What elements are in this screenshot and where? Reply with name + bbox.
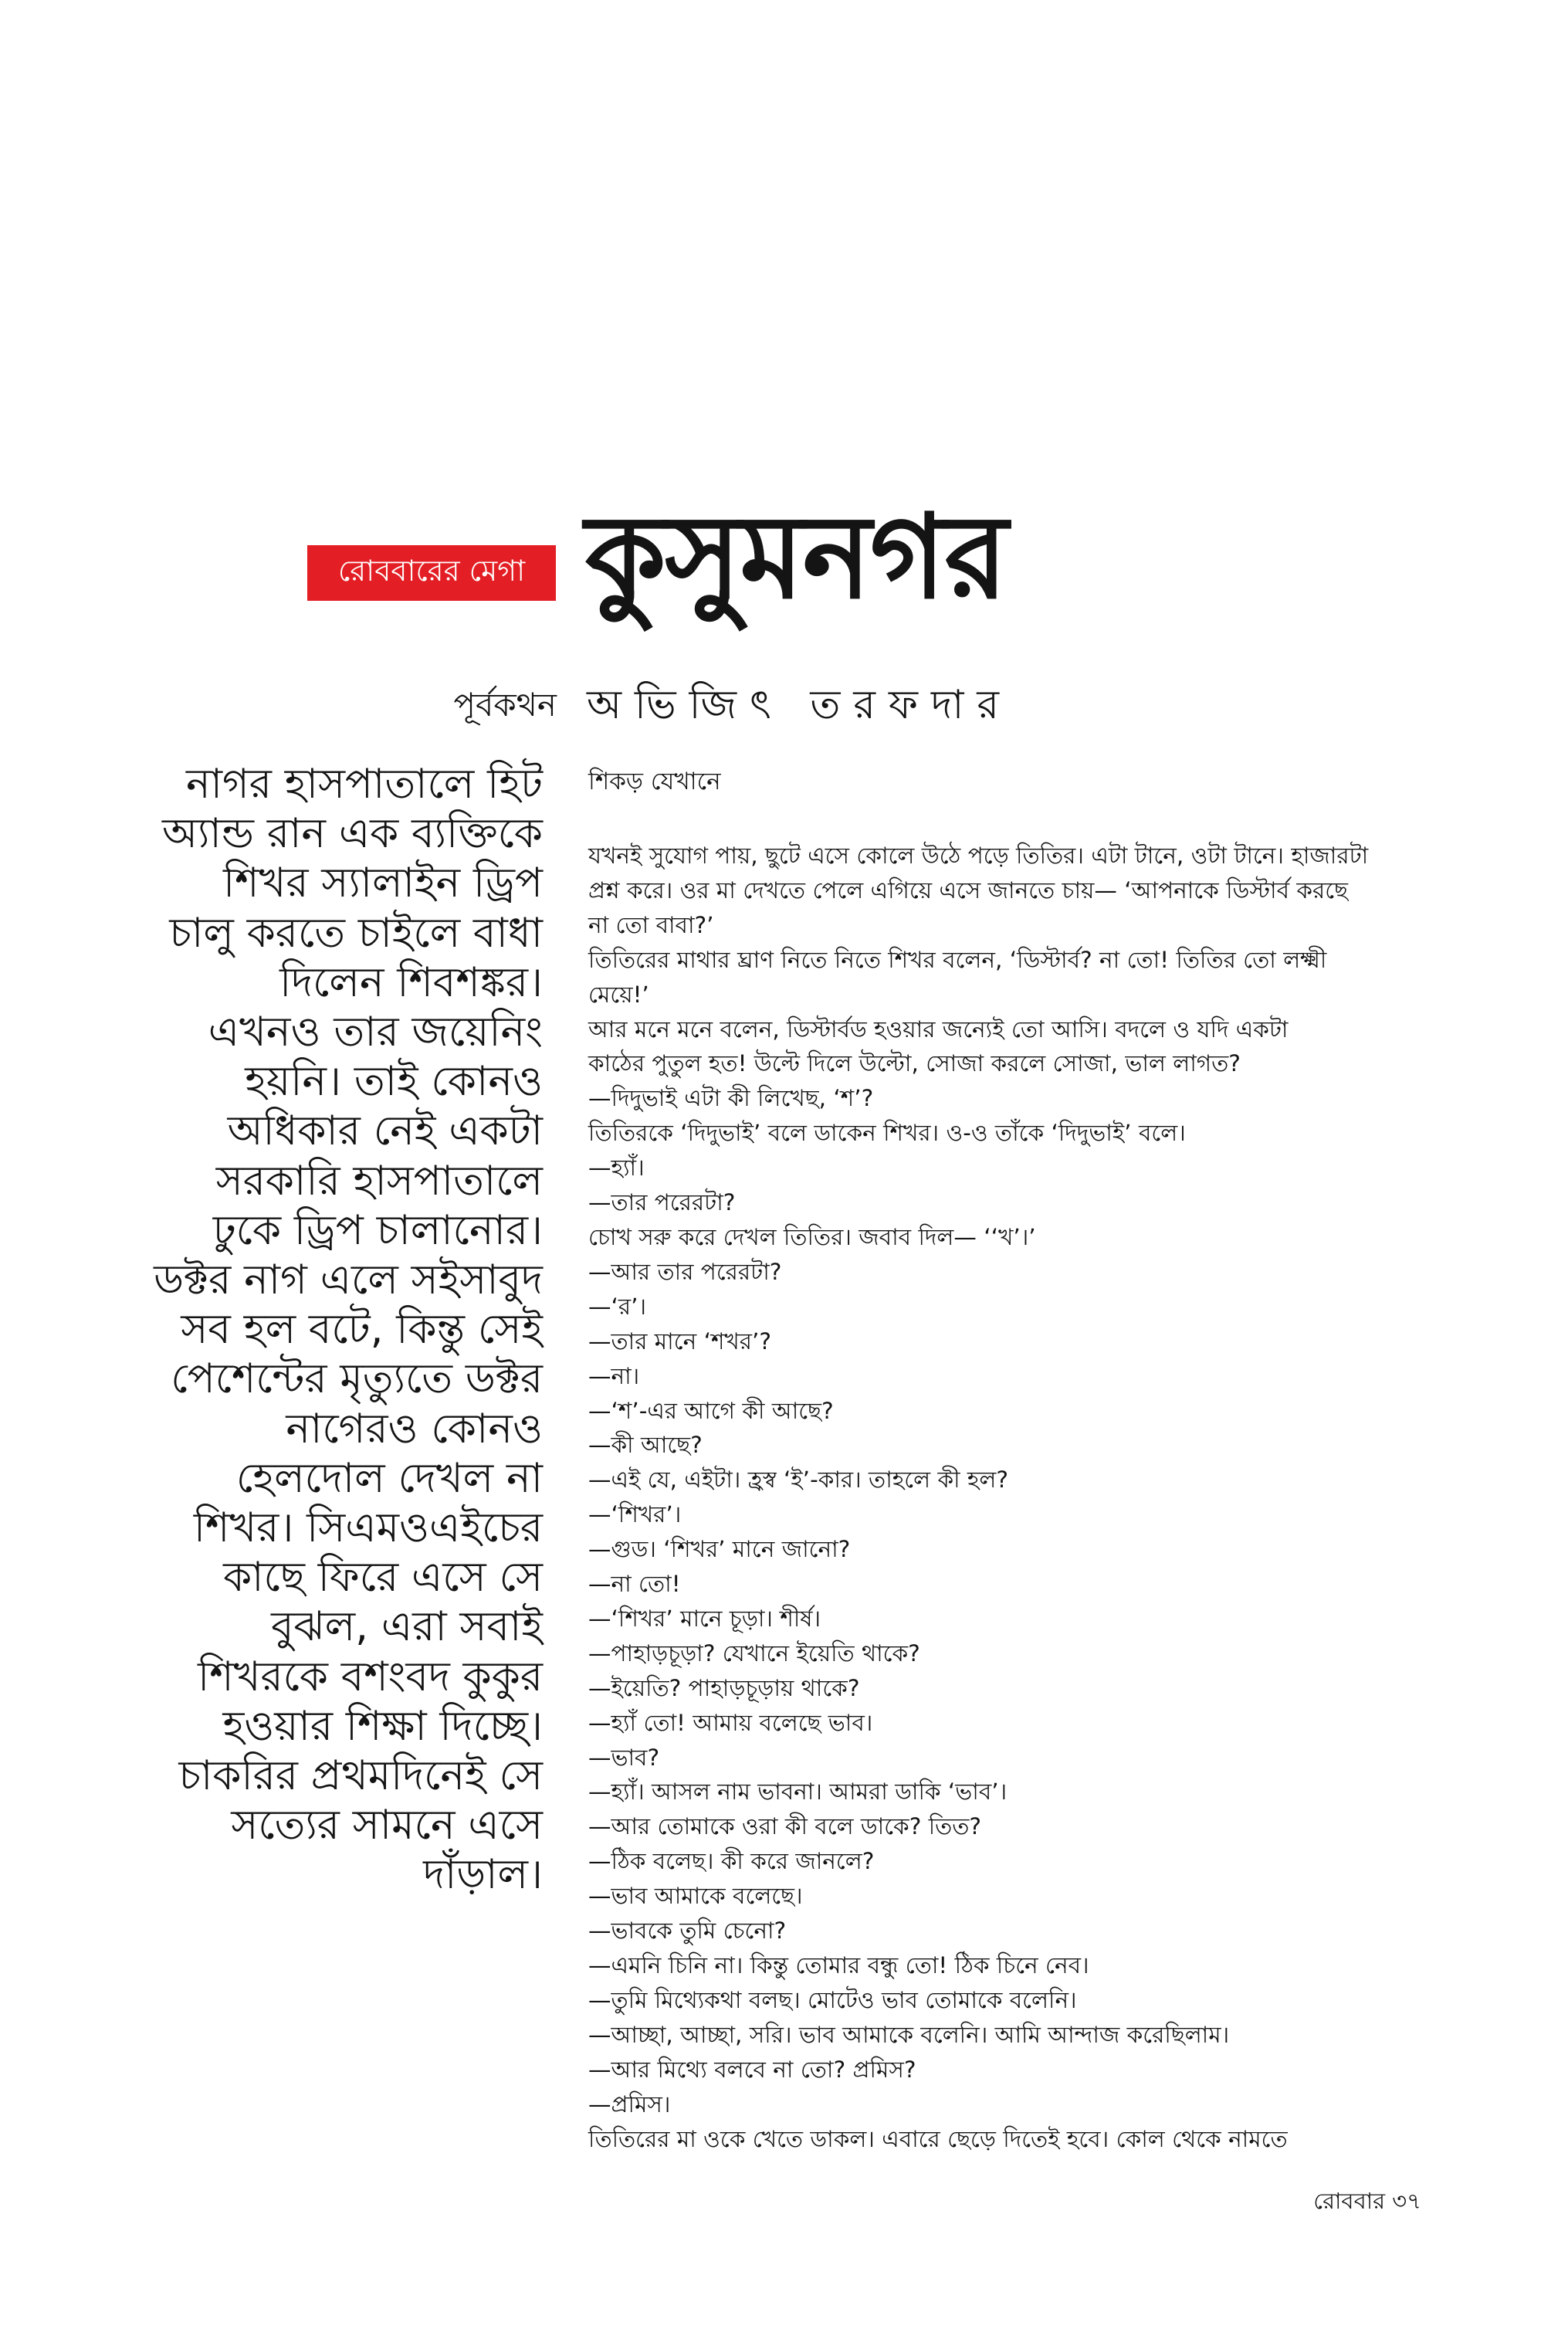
section-label: পূর্বকথন — [453, 686, 557, 724]
story-line: —‘র’। — [588, 1293, 647, 1320]
summary-line: শিখর। সিএমওএইচের — [193, 1504, 543, 1552]
story-line: —হ্যাঁ। — [588, 1155, 645, 1182]
summary-line: শিখর স্যালাইন ড্রিপ — [223, 860, 543, 907]
summary-line: শিখরকে বশংবদ কুকুর — [198, 1653, 543, 1700]
story-line: —আচ্ছা, আচ্ছা, সরি। ভাব আমাকে বলেনি। আমি আন্দাজ করেছিলাম। — [588, 2021, 1230, 2048]
story-body — [588, 839, 1431, 2156]
story-line: —ভাবকে তুমি চেনো? — [588, 1917, 787, 1945]
summary-line: সরকারি হাসপাতালে — [215, 1157, 543, 1205]
story-line: —এই যে, এইটা। হ্রস্ব ‘ই’-কার। তাহলে কী হল? — [588, 1466, 1009, 1494]
story-line: —আর মিথ্যে বলবে না তো? প্রমিস? — [588, 2056, 916, 2083]
story-line: —ভাব? — [588, 1744, 660, 1771]
story-line: প্রশ্ন করে। ওর মা দেখতে পেলে এগিয়ে এসে জানতে চায়— ‘আপনাকে ডিস্টার্ব করছে — [588, 876, 1349, 904]
story-line: —প্রমিস। — [588, 2090, 671, 2117]
summary-line: নাগর হাসপাতালে হিট — [186, 761, 543, 808]
summary-line: নাগেরও কোনও — [286, 1405, 543, 1453]
story-line: —তার মানে ‘শখর’? — [588, 1327, 772, 1355]
story-line: —আর তোমাকে ওরা কী বলে ডাকে? তিত? — [588, 1813, 982, 1840]
summary-line: চাকরির প্রথমদিনেই সে — [178, 1752, 543, 1800]
summary-line: অধিকার নেই একটা — [227, 1107, 543, 1155]
story-line: কাঠের পুতুল হত! উল্টে দিলে উল্টো, সোজা করলে সোজা, ভাল লাগত? — [588, 1050, 1241, 1077]
summary-line: দিলেন শিবশঙ্কর। — [279, 958, 543, 1006]
chapter-heading: শিকড় যেখানে — [588, 768, 721, 795]
story-title: কুসুমনগর — [585, 490, 1007, 625]
story-line: তিতিরের মা ওকে খেতে ডাকল। এবারে ছেড়ে দিতেই হবে। কোল থেকে নামতে — [588, 2125, 1288, 2152]
summary-line: বুঝল, এরা সবাই — [271, 1603, 543, 1651]
summary-line: কাছে ফিরে এসে সে — [223, 1554, 543, 1602]
summary-line: হেলদোল দেখল না — [235, 1454, 543, 1502]
summary-line: এখনও তার জয়েনিং — [208, 1009, 543, 1056]
summary-line: হয়নি। তাই কোনও — [245, 1058, 543, 1106]
story-line: —‘শিখর’ মানে চূড়া। শীর্ষ। — [588, 1605, 821, 1632]
summary-line: হওয়ার শিক্ষা দিচ্ছে। — [222, 1702, 543, 1750]
summary-line: দাঁড়াল। — [423, 1851, 543, 1899]
story-line: —এমনি চিনি না। কিন্তু তোমার বন্ধু তো! ঠিক চিনে নেব। — [588, 1952, 1089, 1978]
story-line: —ইয়েতি? পাহাড়চূড়ায় থাকে? — [588, 1674, 860, 1701]
story-line: —‘শ’-এর আগে কী আছে? — [588, 1397, 834, 1424]
story-line: —আর তার পরেরটা? — [588, 1258, 782, 1285]
story-line: চোখ সরু করে দেখল তিতির। জবাব দিল— ‘‘খ’।’ — [588, 1223, 1036, 1250]
story-line: —না তো! — [588, 1571, 681, 1598]
story-line: যখনই সুযোগ পায়, ছুটে এসে কোলে উঠে পড়ে তিতির। এটা টানে, ওটা টানে। হাজারটা — [588, 843, 1369, 869]
story-line: —কী আছে? — [588, 1432, 703, 1459]
summary-line: ডক্টর নাগ এলে সইসাবুদ — [154, 1256, 543, 1304]
story-line: —তার পরেরটা? — [588, 1189, 736, 1216]
summary-line: চালু করতে চাইলে বাধা — [169, 909, 543, 957]
story-line: —ভাব আমাকে বলেছে। — [588, 1883, 803, 1910]
story-line: —না। — [588, 1362, 640, 1389]
summary-line: অ্যান্ড রান এক ব্যক্তিকে — [162, 810, 543, 858]
summary-line: পেশেন্টের মৃত্যুতে ডক্টর — [171, 1355, 543, 1403]
story-line: —গুড। ‘শিখর’ মানে জানো? — [588, 1536, 851, 1563]
story-line: আর মনে মনে বলেন, ডিস্টার্বড হওয়ার জন্যেই তো আসি। বদলে ও যদি একটা — [588, 1016, 1289, 1043]
story-line: তিতিরের মাথার ঘ্রাণ নিতে নিতে শিখর বলেন, ‘ডিস্টার্ব? না তো! তিতির তো লক্ষ্মী — [588, 946, 1327, 973]
story-column — [588, 765, 1431, 2156]
summary-line: সত্যের সামনে এসে — [231, 1802, 543, 1850]
page-folio: রোববার ৩৭ — [1313, 2188, 1421, 2214]
summary-line: ঢুকে ড্রিপ চালানোর। — [212, 1206, 543, 1254]
series-badge: রোববারের মেগা — [307, 545, 556, 601]
previous-summary — [110, 760, 543, 1900]
story-line: তিতিরকে ‘দিদুভাই’ বলে ডাকেন শিখর। ও-ও তাঁকে ‘দিদুভাই’ বলে। — [588, 1120, 1186, 1147]
story-line: —হ্যাঁ। আসল নাম ভাবনা। আমরা ডাকি ‘ভাব’। — [588, 1778, 1008, 1806]
story-line: না তো বাবা?’ — [588, 911, 714, 938]
story-line: —তুমি মিথ্যেকথা বলছ। মোটেও ভাব তোমাকে বলেনি। — [588, 1986, 1077, 2013]
story-line: —পাহাড়চূড়া? যেখানে ইয়েতি থাকে? — [588, 1639, 920, 1667]
story-line: মেয়ে!’ — [588, 981, 649, 1008]
story-line: —‘শিখর’। — [588, 1501, 682, 1528]
story-line: —ঠিক বলেছ। কী করে জানলে? — [588, 1848, 875, 1875]
story-line: —দিদুভাই এটা কী লিখেছ, ‘শ’? — [588, 1085, 874, 1112]
summary-line: সব হল বটে, কিন্তু সেই — [181, 1306, 543, 1354]
story-line: —হ্যাঁ তো! আমায় বলেছে ভাব। — [588, 1709, 873, 1736]
author-name: অভিজিৎ তরফদার — [587, 682, 1013, 728]
